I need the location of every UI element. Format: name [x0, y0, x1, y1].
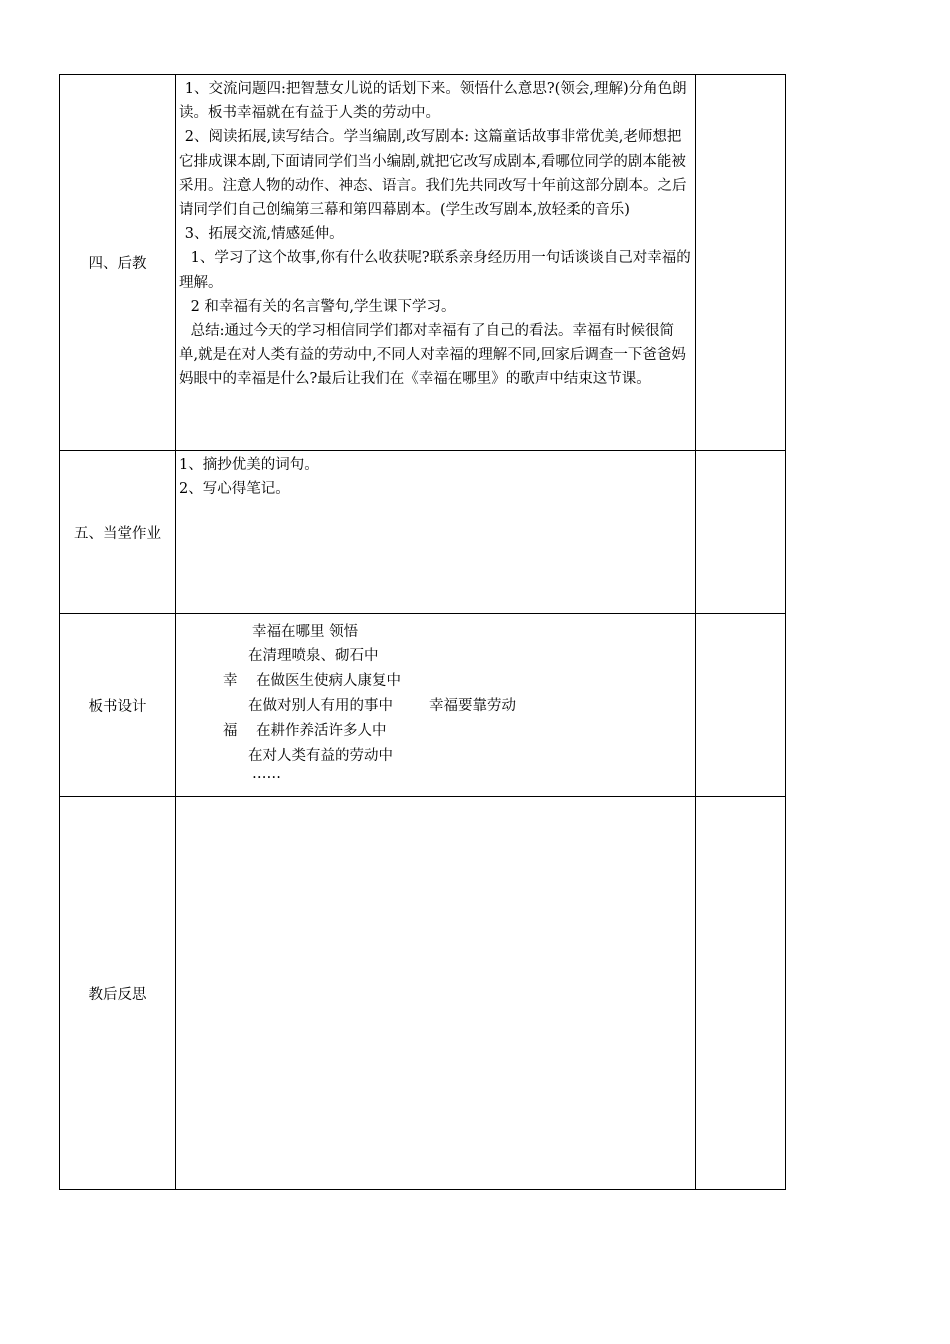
paragraph: 总结:通过今天的学习相信同学们都对幸福有了自己的看法。幸福有时候很简单,就是在对人类有益的劳动中,不同人对幸福的理解不同,回家后调查一下爸爸妈妈眼中的幸福是什么?最后让我们在《幸福在哪里》的歌声中结束这节课。: [179, 323, 686, 388]
row-post-teaching: [60, 75, 786, 451]
post-teaching-content: [176, 75, 696, 451]
row-label: 五、当堂作业: [60, 451, 176, 614]
row-board-design: [60, 614, 786, 797]
reflection-content: [176, 797, 696, 1190]
board-line: 在清理喷泉、砌石中: [248, 648, 379, 664]
lesson-plan-table: [59, 74, 786, 1190]
board-ellipsis: ……: [252, 766, 281, 782]
board-line: 在耕作养活许多人中: [256, 723, 387, 739]
board-design-content: [176, 614, 696, 797]
paragraph: 1、学习了这个故事,你有什么收获呢?联系亲身经历用一句话谈谈自己对幸福的理解。: [179, 250, 691, 291]
row-reflection: [60, 797, 786, 1190]
row-homework: [60, 451, 786, 614]
paragraph: 3、拓展交流,情感延伸。: [184, 226, 344, 243]
row-label: 板书设计: [60, 614, 176, 797]
notes-cell: [696, 451, 786, 614]
paragraph: 2、阅读拓展,读写结合。学当编剧,改写剧本: 这篇童话故事非常优美,老师想把它排成课本剧,下面请同学们当小编剧,就把它改写成剧本,看哪位同学的剧本能被采用。注意人物的动作、神态、语言。我们先共同改写十年前这部分剧本。之后请同学们自己创编第三幕和第四幕剧本。(学生改写剧本,放轻柔的音乐): [179, 129, 687, 219]
board-line: 在做医生使病人康复中: [256, 673, 401, 689]
row-label: 教后反思: [60, 797, 176, 1190]
notes-cell: [696, 614, 786, 797]
board-char: 幸: [223, 673, 238, 689]
homework-content: [176, 451, 696, 614]
board-summary: 幸福要靠劳动: [429, 698, 516, 714]
board-line: 在对人类有益的劳动中: [248, 748, 393, 764]
board-title: 幸福在哪里 领悟: [252, 624, 359, 640]
homework-item: 1、摘抄优美的词句。: [179, 457, 319, 473]
notes-cell: [696, 75, 786, 451]
paragraph: 2 和幸福有关的名言警句,学生课下学习。: [190, 298, 456, 315]
paragraph: 1、交流问题四:把智慧女儿说的话划下来。领悟什么意思?(领会,理解)分角色朗读。板书幸福就在有益于人类的劳动中。: [179, 81, 687, 122]
notes-cell: [696, 797, 786, 1190]
board-char: 福: [223, 723, 238, 739]
row-label: 四、后教: [60, 75, 176, 451]
board-line: 在做对别人有用的事中: [248, 698, 393, 714]
homework-item: 2、写心得笔记。: [179, 481, 290, 498]
